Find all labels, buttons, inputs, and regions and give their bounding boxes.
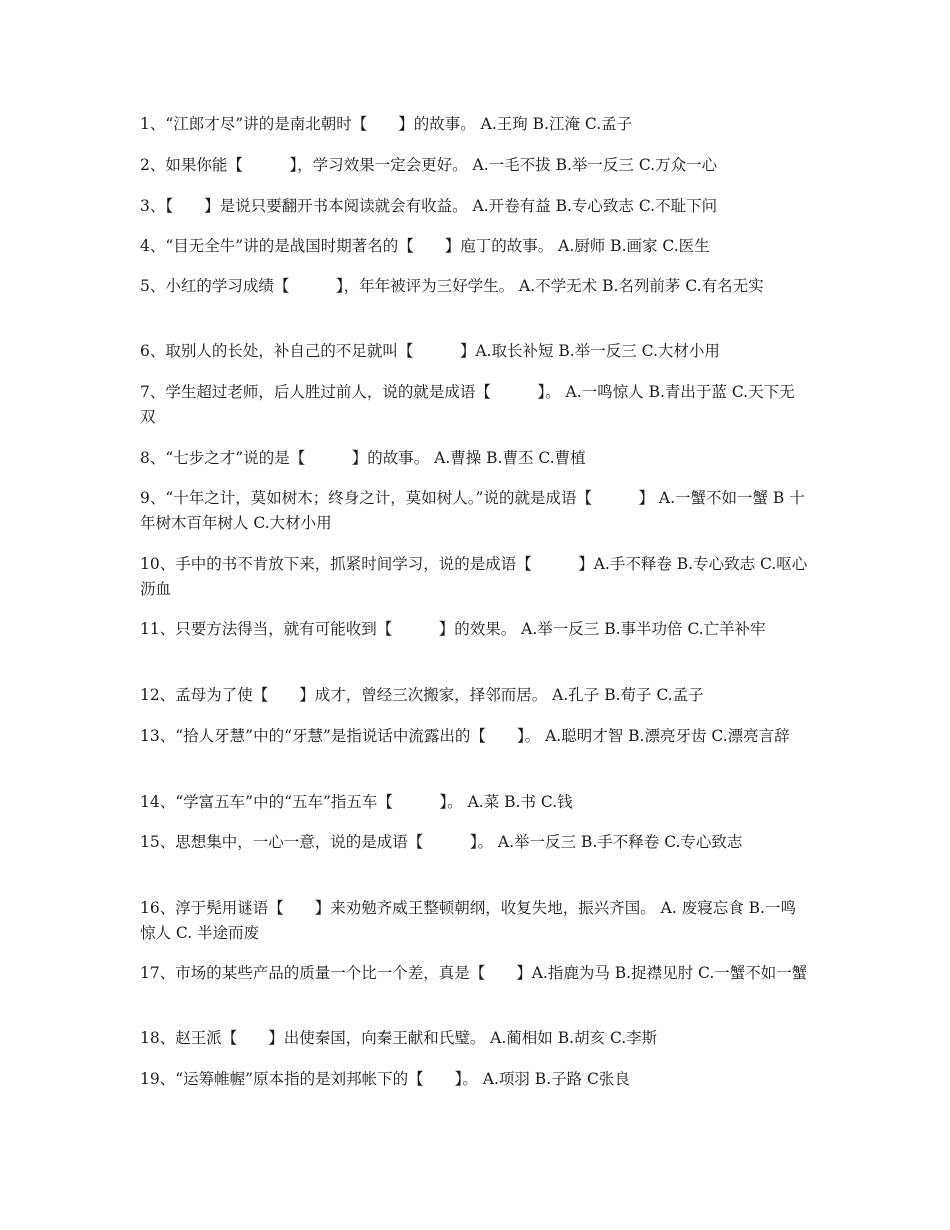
question-10: 10、手中的书不肯放下来，抓紧时间学习，说的是成语【 】A.手不释卷 B.专心致志 C.呕心沥血 [140, 555, 808, 598]
question-19: 19、“运筹帷幄”原本指的是刘邦帐下的【 】。 A.项羽 B.子路 C张良 [140, 1070, 630, 1088]
question-9: 9、“十年之计，莫如树木；终身之计，莫如树人。”说的就是成语【 】 A.一蟹不如一蟹 B 十年树木百年树人 C.大材小用 [140, 489, 805, 532]
question-15: 15、思想集中，一心一意，说的是成语【 】。 A.举一反三 B.手不释卷 C.专心致志 [140, 833, 743, 851]
question-11: 11、只要方法得当，就有可能收到【 】的效果。 A.举一反三 B.事半功倍 C.亡羊补牢 [140, 620, 766, 638]
question-2: 2、如果你能【 】，学习效果一定会更好。 A.一毛不拔 B.举一反三 C.万众一心 [140, 156, 718, 174]
question-8: 8、“七步之才”说的是【 】的故事。 A.曹操 B.曹丕 C.曹植 [140, 449, 586, 467]
question-4: 4、“目无全牛”讲的是战国时期著名的【 】庖丁的故事。 A.厨师 B.画家 C.医生 [140, 237, 710, 255]
question-18: 18、赵王派【 】出使秦国，向秦王献和氏璧。 A.蔺相如 B.胡亥 C.李斯 [140, 1029, 658, 1047]
question-12: 12、孟母为了使【 】成才，曾经三次搬家，择邻而居。 A.孔子 B.荀子 C.孟子 [140, 686, 704, 704]
question-13: 13、“拾人牙慧”中的“牙慧”是指说话中流露出的【 】。 A.聪明才智 B.漂亮牙齿 C.漂亮言辞 [140, 727, 790, 745]
question-16: 16、淳于髡用谜语【 】来劝勉齐威王整顿朝纲，收复失地，振兴齐国。 A. 废寝忘食 B.一鸣惊人 C. 半途而废 [140, 899, 796, 942]
question-5: 5、小红的学习成绩【 】，年年被评为三好学生。 A.不学无术 B.名列前茅 C.有名无实 [140, 277, 764, 295]
question-6: 6、取别人的长处，补自己的不足就叫【 】A.取长补短 B.举一反三 C.大材小用 [140, 342, 720, 360]
question-17: 17、市场的某些产品的质量一个比一个差，真是【 】A.指鹿为马 B.捉襟见肘 C.一蟹不如一蟹 [140, 964, 808, 982]
question-3: 3、【 】是说只要翻开书本阅读就会有收益。 A.开卷有益 B.专心致志 C.不耻下问 [140, 197, 718, 215]
question-7: 7、学生超过老师，后人胜过前人，说的就是成语【 】。 A.一鸣惊人 B.青出于蓝 C.天下无双 [140, 383, 795, 426]
question-14: 14、“学富五车”中的“五车”指五车【 】。 A.菜 B.书 C.钱 [140, 793, 573, 811]
question-1: 1、“江郎才尽”讲的是南北朝时【 】的故事。 A.王珣 B.江淹 C.孟子 [140, 115, 633, 133]
